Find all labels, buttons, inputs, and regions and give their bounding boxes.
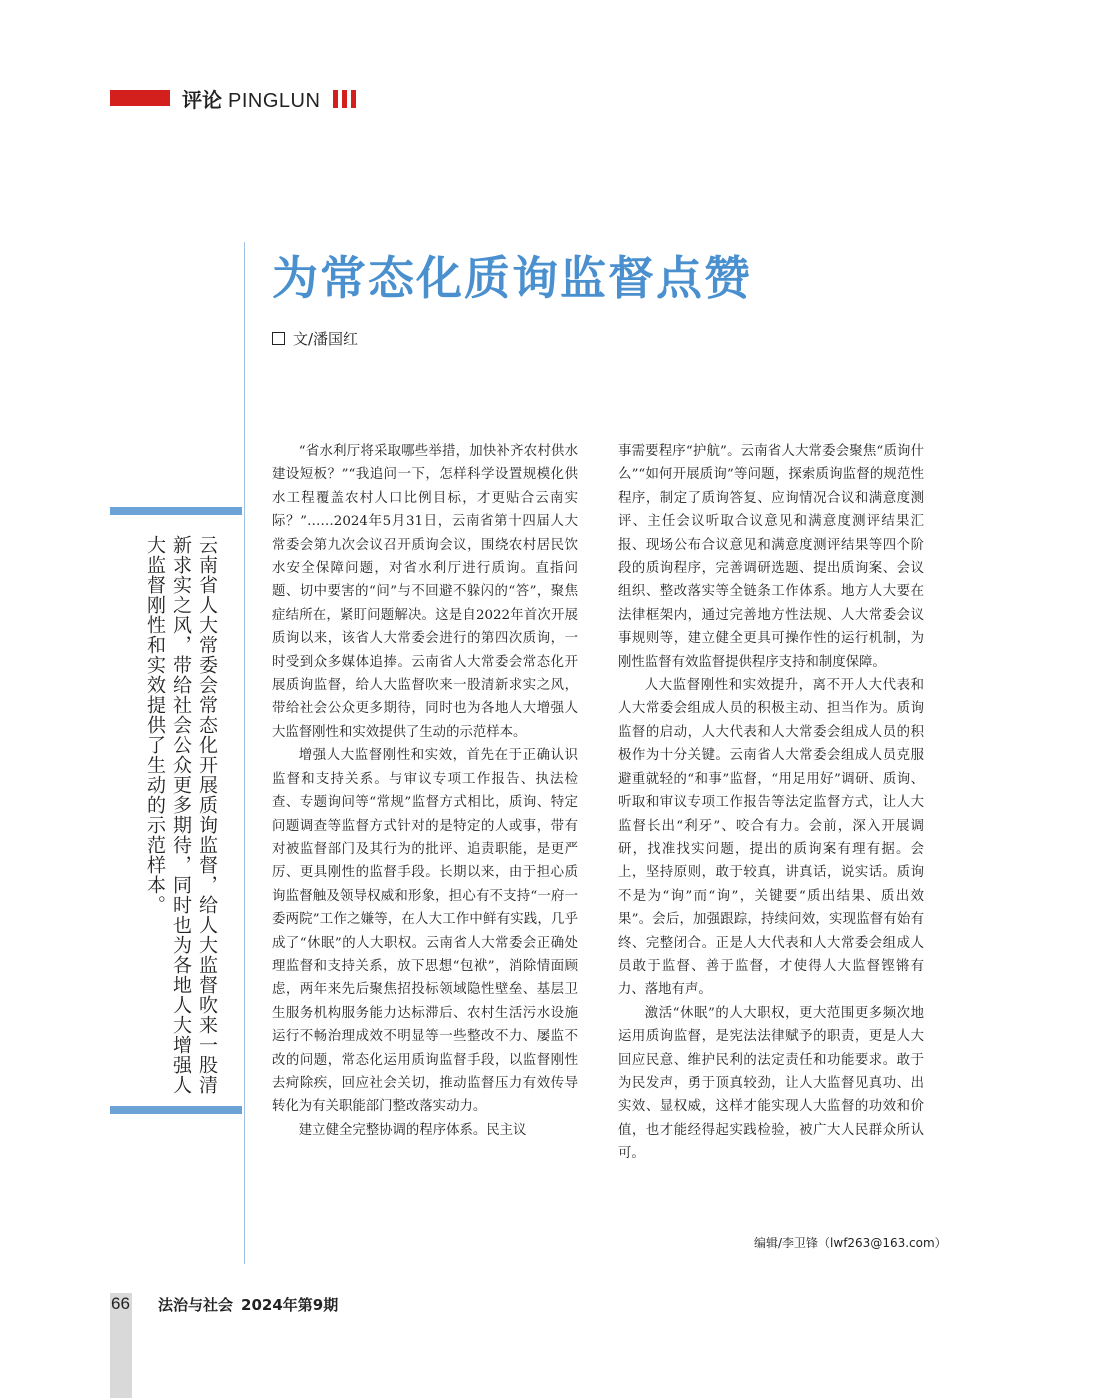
section-label-cn: 评论 xyxy=(182,88,222,112)
header-red-bar xyxy=(110,90,170,106)
section-label-en: PINGLUN xyxy=(228,90,321,112)
body-column-right xyxy=(618,440,924,1166)
pullquote-top-rule xyxy=(110,507,242,515)
paragraph: 建立健全完整协调的程序体系。民主议 xyxy=(298,1122,527,1138)
pullquote-bottom-rule xyxy=(110,1106,242,1114)
paragraph: 激活“休眠”的人大职权，更大范围更多频次地运用质询监督，是宪法法律赋予的职责，更是人大回应民意、维护民利的法定责任和功能要求。敢于为民发声，勇于顶真较劲，让人大监督见真功、出实效、显权威，这样才能实现人大监督的功效和价值，也才能经得起实践检验，被广大人民群众所认可。 xyxy=(618,1005,924,1162)
page-number: 66 xyxy=(111,1294,130,1313)
byline-author: 文/潘国红 xyxy=(293,330,359,348)
journal-title: 法治与社会 xyxy=(158,1296,234,1314)
editor-credit: 编辑/李卫锋（lwf263@163.com） xyxy=(754,1236,947,1250)
article-title: 为常态化质询监督点赞 xyxy=(272,251,752,305)
paragraph: 人大监督刚性和实效提升，离不开人大代表和人大常委会组成人员的积极主动、担当作为。质询监督的启动，人大代表和人大常委会组成人员的积极作为十分关键。云南省人大常委会组成人员克服避重就轻的“和事”监督，“用足用好”调研、质询、听取和审议专项工作报告等法定监督方式，让人大监督长出“利牙”、咬合有力。会前，深入开展调研，找准找实问题，提出的质询案有理有据。会上，坚持原则，敢于较真，讲真话，说实话。质询不是为“询”而“询”，关键要“质出结果、质出效果”。会后，加强跟踪，持续问效，实现监督有始有终、完整闭合。正是人大代表和人大常委会组成人员敢于监督、善于监督，才使得人大监督铿锵有力、落地有声。 xyxy=(618,678,924,998)
paragraph: “省水利厅将采取哪些举措，加快补齐农村供水建设短板？”“我追问一下，怎样科学设置规模化供水工程覆盖农村人口比例目标，才更贴合云南实际？”……2024年5月31日，云南省第十四届人大常委会第九次会议召开质询会议，围绕农村居民饮水安全保障问题，对省水利厅进行质询。直指问题、切中要害的“问”与不回避不躲闪的“答”，聚焦症结所在，紧盯问题解决。这是自2022年首次开展质询以来，该省人大常委会进行的第四次质询，一时受到众多媒体追捧。云南省人大常委会常态化开展质询监督，给人大监督吹来一股清新求实之风，带给社会公众更多期待，同时也为各地人大增强人大监督刚性和实效提供了生动的示范样本。 xyxy=(272,444,578,740)
byline xyxy=(272,328,358,349)
pullquote: 云南省人大常委会常态化开展质询监督，给人大监督吹来一股清新求实之风，带给社会公众更多期待，同时也为各地人大增强人大监督刚性和实效提供了生动的示范样本。 xyxy=(144,535,218,1095)
body-column-left xyxy=(272,440,578,1142)
section-label xyxy=(182,84,320,113)
journal-issue: 2024年第9期 xyxy=(241,1296,339,1314)
byline-box-icon xyxy=(272,332,285,345)
paragraph: 增强人大监督刚性和实效，首先在于正确认识监督和支持关系。与审议专项工作报告、执法检查、专题询问等“常规”监督方式相比，质询、特定问题调查等监督方式针对的是特定的人或事，带有对被监督部门及其行为的批评、追责职能，是更严厉、更具刚性的监督手段。长期以来，由于担心质询监督触及领导权威和形象，担心有不支持“一府一委两院”工作之嫌等，在人大工作中鲜有实践，几乎成了“休眠”的人大职权。云南省人大常委会正确处理监督和支持关系，放下思想“包袱”，消除情面顾虑，两年来先后聚焦招投标领域隐性壁垒、基层卫生服务机构服务能力达标滞后、农村生活污水设施运行不畅治理成效不明显等一些整改不力、屡监不改的问题，常态化运用质询监督手段，以监督刚性去疴除疾，回应社会关切，推动监督压力有效传导转化为有关职能部门整改落实动力。 xyxy=(272,748,578,1115)
column-divider-line xyxy=(244,242,245,1264)
paragraph: 事需要程序“护航”。云南省人大常委会聚焦“质询什么”“如何开展质询”等问题，探索质询监督的规范性程序，制定了质询答复、应询情况合议和满意度测评、主任会议听取合议意见和满意度测评结果汇报、现场公布合议意见和满意度测评结果等四个阶段的质询程序，完善调研选题、提出质询案、会议组织、整改落实等全链条工作体系。地方人大要在法律框架内，通过完善地方性法规、人大常委会议事规则等，建立健全更具可操作性的运行机制，为刚性监督有效监督提供程序支持和制度保障。 xyxy=(618,444,924,670)
journal-name xyxy=(158,1294,338,1315)
